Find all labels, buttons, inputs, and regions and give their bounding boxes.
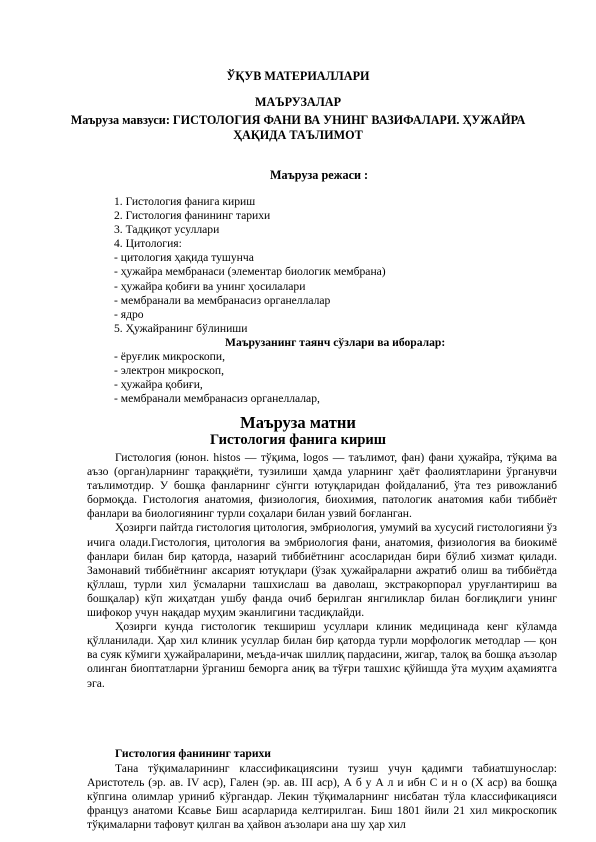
plan-item: - цитология ҳақида тушунча (114, 251, 254, 265)
paragraph: Ҳозирги пайтда гистология цитология, эмбриология, умумий ва хусусий гистологияни ўз ичига олади.Гистология, цитология ва эмбриология фани, анатомия, физиология ва биокимё фанлари билан бир қаторда, назарий тиббиётнинг асосларидан бири бўлиб хизмат қилади. Замонавий тиббиётнинг аксарият ютуқлари (ўзак ҳужайраларни ажратиб олиш ва тиббиётда қўллаш, турли хил ўсмаларни ташхислаш ва даволаш, экстракорпорал уруғлантириш ва бошқалар) кўп жиҳатдан ушбу фанда очиб берилган янгиликлар билан боғлиқлиги унинг шифокор учун нақадар муҳим эканлигини тасдиқлайди. (87, 521, 557, 620)
plan-item: - ҳужайра мембранаси (элементар биологик мембрана) (114, 265, 386, 279)
plan-item: 5. Ҳужайранинг бўлиниши (114, 321, 248, 335)
plan-item: 3. Тадқиқот усуллари (114, 223, 220, 237)
section-title: ЎҚУВ МАТЕРИАЛЛАРИ (226, 69, 370, 83)
topic-line-1: Маъруза мавзуси: ГИСТОЛОГИЯ ФАНИ ВА УНИНГ ВАЗИФАЛАРИ. ҲУЖАЙРА (70, 113, 526, 127)
paragraph: Тана тўқималарининг классификациясини тузиш учун қадимги табиатшунослар: Аристотель (эр. ав. IV аср), Гален (эр. ав. III аср), А б у А л и ибн С и н о (X аср) ва бошқа кўпгина олимлар уриниб кўргандар. Лекин тўқималарнинг нисбатан тўла классификацияси француз анатоми Ксавье Биш асарларида келтирилган. Биш 1801 йили 21 хил микроскопик тўқималарни тафовут қилган ва ҳайвон аъзолари ана шу ҳар хил (87, 762, 557, 832)
subtitle: МАЪРУЗАЛАР (254, 95, 342, 109)
topic-line-2: ҲАҚИДА ТАЪЛИМОТ (233, 128, 363, 142)
section-heading-intro: Гистология фанига кириш (209, 432, 387, 448)
paragraph: Гистология (юнон. histos — тўқима, logos — таълимот, фан) фани ҳужайра, тўқима ва аъзо (орган)ларнинг тараққиёти, тузилиши ҳамда уларнинг ҳаёт фаолиятларини ўрганувчи таълимотдир. У бошқа фанларнинг сўнгги ютуқларидан фойдаланиб, ўта тез ривожланиб бормоқда. Гистология анатомия, физиология, биохимия, патологик анатомия каби тиббиёт фанлари ва биологиянинг турли соҳалари билан узвий боғланган. (87, 451, 557, 521)
paragraph: Ҳозирги кунда гистологик текшириш усуллари клиник медицинада кенг кўламда қўлланилади. Ҳар хил клиник усуллар билан бир қаторда турли морфологик методлар — қон ва суяк кўмиги ҳужайраларини, меъда-ичак шиллиқ пардасини, жигар, талоқ ва бошқа аъзолар олинган биоптатларни ўрганиш беморга аниқ ва тўғри ташхис қўйишда ўта муҳим аҳамиятга эга. (87, 620, 557, 690)
plan-item: - ҳужайра қобиғи ва унинг ҳосилалари (114, 279, 306, 293)
plan-item: 2. Гистология фанининг тарихи (114, 209, 271, 223)
lecture-body (87, 451, 557, 691)
keyword-item: - ҳужайра қобиғи, (114, 378, 203, 392)
keyword-item: - мембранали мембранасиз органеллалар, (114, 392, 320, 406)
lecture-title: Маъруза матни (240, 413, 356, 432)
keywords-title: Маърузанинг таянч сўзлари ва иборалар: (225, 336, 446, 349)
history-body (87, 762, 557, 832)
plan-list (114, 195, 554, 336)
keyword-item: - ёруғлик микроскопи, (114, 350, 225, 363)
plan-title: Маъруза режаси : (270, 168, 369, 182)
section-heading-history: Гистология фанининг тарихи (115, 747, 271, 760)
keywords-list (114, 350, 320, 406)
plan-item: 1. Гистология фанига кириш (114, 195, 256, 208)
plan-item: - мембранали ва мембранасиз органеллалар (114, 293, 331, 307)
keyword-item: - электрон микроскоп, (114, 364, 224, 378)
plan-item: 4. Цитология: (114, 237, 182, 251)
plan-item: - ядро (114, 307, 144, 321)
